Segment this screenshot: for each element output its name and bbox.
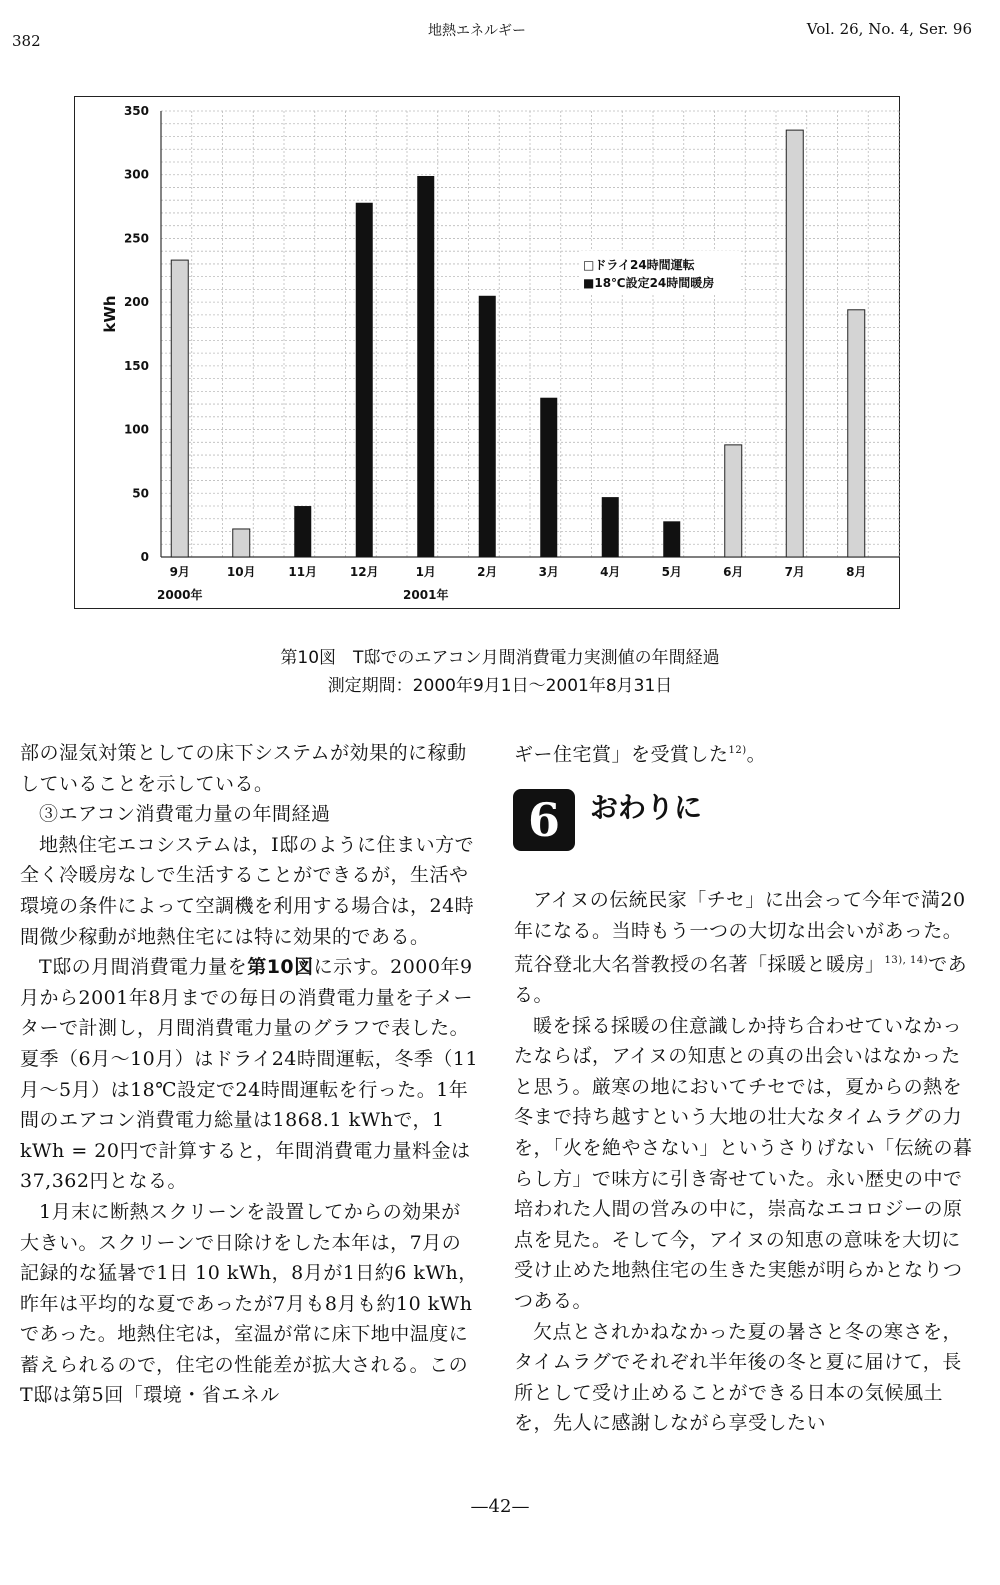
y-tick-label: 350 bbox=[123, 104, 149, 118]
year-label: 2001年 bbox=[403, 588, 449, 602]
paragraph bbox=[514, 885, 974, 1011]
bar-heating bbox=[356, 203, 373, 557]
paragraph: 1月末に断熱スクリーンを設置してからの効果が大きい。スクリーンで日除けをした本年は，7月の記録的な猛暑で1日 10 kWh，8月が1日約6 kWh，昨年は平均的な夏であったが7月も8月も約10 kWhであった。地熱住宅は，室温が常に床下地中温度に蓄えられるので，住宅の性能差が拡大される。このT邸は第5回「環境・省エネル bbox=[20, 1200, 478, 1407]
bar-heating bbox=[540, 398, 557, 557]
right-column-continuation bbox=[514, 736, 974, 770]
right-column bbox=[514, 885, 974, 1439]
y-tick-label: 100 bbox=[123, 422, 149, 437]
bar-dry bbox=[725, 445, 742, 557]
paragraph: 欠点とされかねなかった夏の暑さと冬の寒さを，タイムラグでそれぞれ半年後の冬と夏に届けて，長所として受け止めることができる日本の気候風土を，先人に感謝しながら享受したい bbox=[514, 1320, 963, 1435]
figure-caption: 第10図 T邸でのエアコン月間消費電力実測値の年間経過 bbox=[280, 648, 720, 668]
x-tick-label: 8月 bbox=[846, 565, 867, 579]
x-tick-label: 2月 bbox=[477, 565, 498, 579]
section-title: おわりに bbox=[590, 791, 703, 824]
text-span: T邸の月間消費電力量を bbox=[39, 956, 248, 979]
y-tick-label: 50 bbox=[132, 486, 149, 501]
figure-reference: 第10図 bbox=[247, 956, 314, 979]
x-tick-label: 10月 bbox=[226, 565, 256, 579]
page-number: 382 bbox=[12, 32, 41, 50]
y-tick-label: 0 bbox=[140, 550, 149, 564]
x-tick-label: 9月 bbox=[169, 565, 190, 579]
section-number-badge: 6 bbox=[513, 789, 575, 851]
x-tick-label: 3月 bbox=[538, 565, 559, 579]
bar-heating bbox=[663, 521, 680, 557]
y-tick-label: 300 bbox=[123, 167, 149, 182]
text-span: アイヌの伝統民家「チセ」に出会って今年で満20年になる。当時もう一つの大切な出会いがあった。荒谷登北大名誉教授の名著「採暖と暖房」 bbox=[514, 889, 966, 976]
text-span: 。 bbox=[746, 743, 767, 766]
bar-chart bbox=[75, 97, 901, 610]
text-span: である。 bbox=[514, 953, 968, 1007]
bar-heating bbox=[417, 176, 434, 557]
x-tick-label: 6月 bbox=[723, 565, 744, 579]
bar-dry bbox=[786, 130, 803, 557]
legend-entry: □ドライ24時間運転 bbox=[583, 258, 695, 272]
text-span: ギー住宅賞」を受賞した bbox=[514, 743, 729, 766]
bar-heating bbox=[602, 497, 619, 557]
text-span: に示す。2000年9月から2001年8月までの毎日の消費電力量を子メーターで計測し，月間消費電力量のグラフで表した。夏季（6月～10月）はドライ24時間運転，冬季（11月～5月）は18℃設定で24時間運転を行った。1年間のエアコン消費電力総量は1868.1 kWhで，1 kWh = 20円で計算すると，年間消費電力量料金は37,362円となる。 bbox=[20, 956, 479, 1193]
year-label: 2000年 bbox=[157, 588, 203, 602]
subheading: ③エアコン消費電力量の年間経過 bbox=[39, 803, 331, 826]
bar-heating bbox=[294, 506, 311, 557]
x-tick-label: 12月 bbox=[349, 565, 379, 579]
paragraph: 部の湿気対策としての床下システムが効果的に稼動していることを示している。 bbox=[20, 742, 467, 795]
x-tick-label: 7月 bbox=[784, 565, 805, 579]
bar-dry bbox=[848, 310, 865, 557]
legend-entry: ■18℃設定24時間暖房 bbox=[583, 276, 715, 290]
bar-heating bbox=[479, 296, 496, 557]
citation: 13), 14) bbox=[884, 955, 929, 967]
paragraph: 地熱住宅エコシステムは，I邸のように住まい方で全く冷暖房なしで生活することができるが，生活や環境の条件によって空調機を利用する場合は，24時間微少稼動が地熱住宅には特に効果的である。 bbox=[20, 833, 475, 948]
paragraph: 暖を採る採暖の住意識しか持ち合わせていなかったならば，アイヌの知恵との真の出会いはなかったと思う。厳寒の地においてチセでは，夏からの熱を冬まで持ち越すという大地の壮大なタイムラグの力を，「火を絶やさない」というさりげない「伝統の暮らし方」で味方に引き寄せていた。永い歴史の中で培われた人間の営みの中に，崇高なエコロジーの原点を見た。そして今，アイヌの知恵の意味を大切に受け止めた地熱住宅の生きた実態が明らかとなりつつある。 bbox=[514, 1014, 973, 1313]
y-axis-label: kWh bbox=[101, 295, 119, 333]
y-tick-label: 250 bbox=[123, 231, 149, 246]
y-tick-label: 150 bbox=[123, 358, 149, 373]
chart-frame bbox=[74, 96, 900, 609]
bar-dry bbox=[171, 260, 188, 557]
x-tick-label: 4月 bbox=[600, 565, 621, 579]
paragraph bbox=[514, 736, 974, 770]
bar-dry bbox=[233, 529, 250, 557]
citation: 12) bbox=[728, 745, 747, 756]
left-column bbox=[20, 738, 480, 1411]
x-tick-label: 11月 bbox=[288, 565, 318, 579]
journal-title: 地熱エネルギー bbox=[428, 23, 526, 39]
y-tick-label: 200 bbox=[123, 295, 149, 310]
volume-info: Vol. 26, No. 4, Ser. 96 bbox=[806, 20, 972, 38]
x-tick-label: 5月 bbox=[661, 565, 682, 579]
figure-subcaption: 測定期間：2000年9月1日～2001年8月31日 bbox=[327, 676, 673, 696]
page-footer: —42— bbox=[470, 1496, 530, 1517]
x-tick-label: 1月 bbox=[415, 565, 436, 579]
paragraph bbox=[20, 952, 480, 1197]
